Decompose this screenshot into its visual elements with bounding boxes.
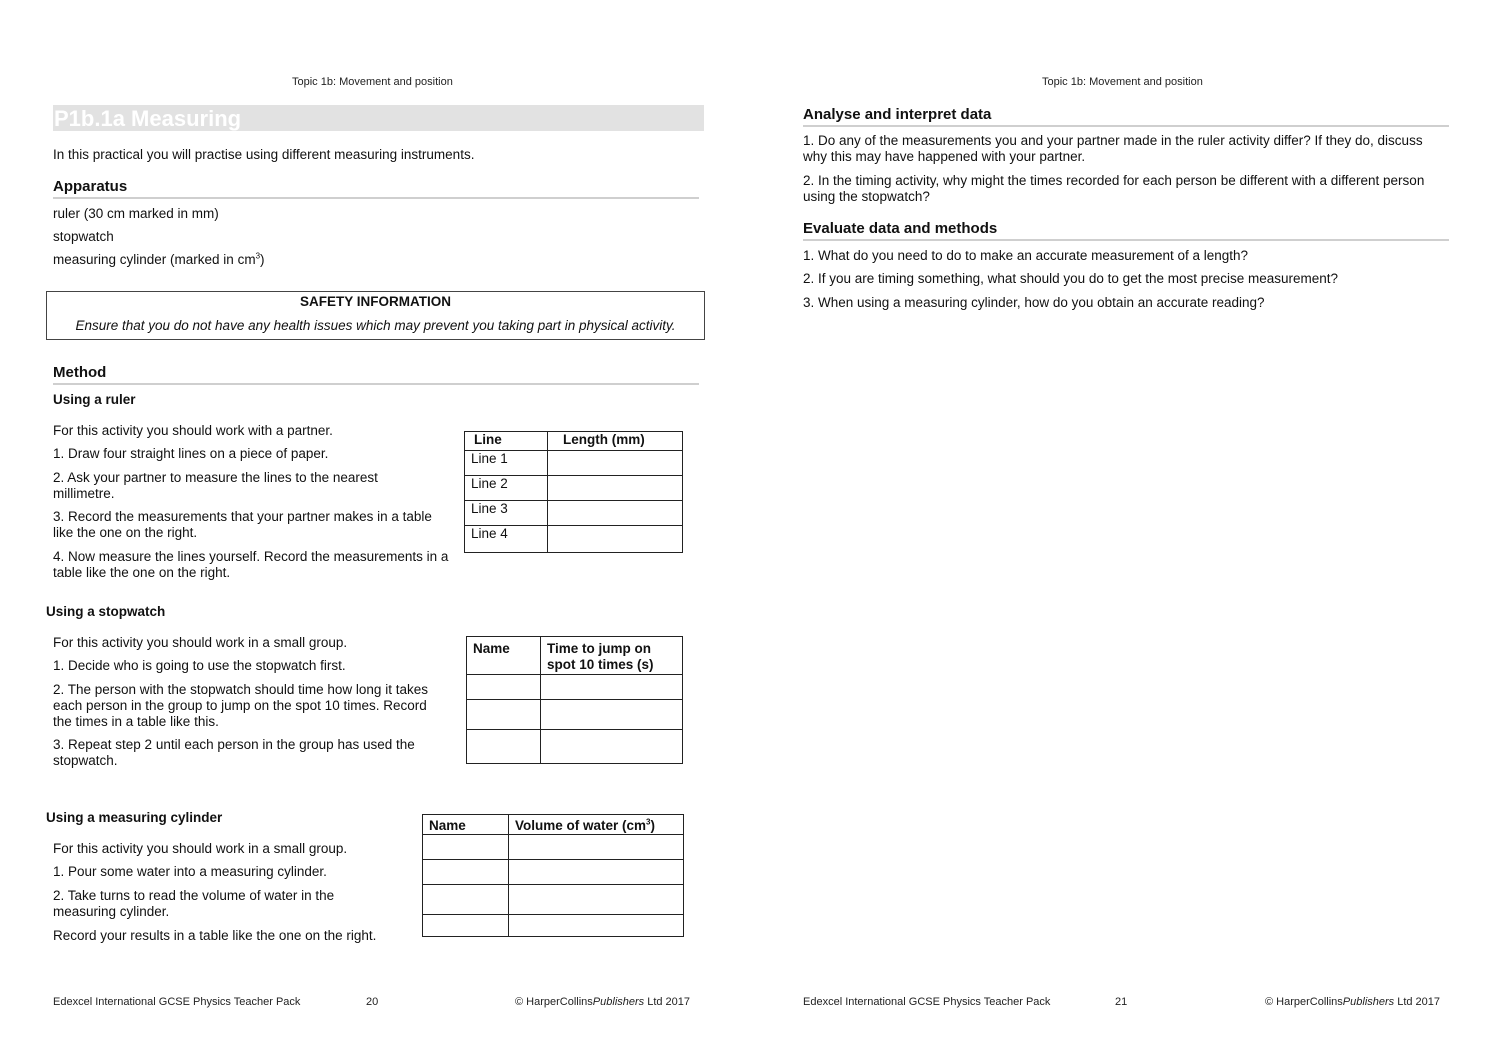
analyse-question: 2. In the timing activity, why might the times recorded for each person be different with a different person using the stopwatch? — [803, 173, 1425, 204]
analyse-question: 1. Do any of the measurements you and your partner made in the ruler activity differ? If they do, discuss why this may have happened with your partner. — [803, 133, 1423, 164]
table-cell: Line 4 — [465, 526, 548, 553]
table-cell — [548, 451, 683, 476]
stopwatch-table — [466, 636, 683, 764]
apparatus-item: measuring cylinder (marked in $cm^3$) — [53, 251, 265, 267]
method-heading: Method — [53, 364, 107, 381]
table-cell — [423, 835, 509, 860]
ruler-step: 4. Now measure the lines yourself. Record the measurements in a table like the one on the right. — [53, 549, 449, 580]
divider — [53, 383, 699, 385]
table-cell — [509, 915, 684, 937]
table-cell — [541, 675, 683, 700]
page-header: Topic 1b: Movement and position — [292, 76, 453, 88]
evaluate-question: 2. If you are timing something, what should you do to get the most precise measurement? — [803, 271, 1339, 286]
table-header: Time to jump on spot 10 times (s) — [541, 637, 683, 675]
evaluate-question: 1. What do you need to do to make an accurate measurement of a length? — [803, 248, 1249, 263]
table-cell — [423, 885, 509, 915]
stopwatch-step: For this activity you should work in a small group. — [53, 635, 348, 650]
cylinder-step: 1. Pour some water into a measuring cylinder. — [53, 864, 327, 879]
evaluate-question: 3. When using a measuring cylinder, how do you obtain an accurate reading? — [803, 295, 1265, 310]
table-cell: Line 1 — [465, 451, 548, 476]
footer-page-number: 21 — [1115, 996, 1128, 1008]
ruler-step: For this activity you should work with a partner. — [53, 423, 333, 438]
footer-copyright: © HarperCollinsPublishers Ltd 2017 — [515, 996, 691, 1008]
stopwatch-step: 2. The person with the stopwatch should time how long it takes each person in the group to jump on the spot 10 times. Record the times in a table like this. — [53, 682, 428, 729]
apparatus-item: stopwatch — [53, 229, 114, 244]
safety-text: Ensure that you do not have any health issues which may prevent you taking part in physical activity. — [75, 318, 676, 333]
ruler-step: 2. Ask your partner to measure the lines to the nearest millimetre. — [53, 470, 378, 501]
table-cell — [509, 860, 684, 885]
stopwatch-step: 1. Decide who is going to use the stopwatch first. — [53, 658, 346, 673]
divider — [53, 197, 699, 199]
analyse-heading: Analyse and interpret data — [803, 106, 992, 123]
table-cell — [423, 915, 509, 937]
table-header: Line — [465, 432, 548, 451]
table-cell — [548, 501, 683, 526]
page-title-bar — [53, 105, 704, 131]
cylinder-step: For this activity you should work in a small group. — [53, 841, 348, 856]
divider — [803, 239, 1449, 241]
ruler-table — [464, 431, 683, 553]
evaluate-heading: Evaluate data and methods — [803, 220, 998, 237]
table-header: Name — [467, 637, 541, 675]
divider — [803, 125, 1449, 127]
cylinder-heading: Using a measuring cylinder — [46, 810, 223, 825]
safety-box — [46, 291, 705, 340]
page-title: P1b.1a Measuring — [54, 106, 242, 131]
table-header: Length (mm) — [548, 432, 683, 451]
table-cell — [509, 835, 684, 860]
footer-book: Edexcel International GCSE Physics Teacher Pack — [53, 996, 301, 1008]
table-cell — [541, 700, 683, 730]
table-cell — [423, 860, 509, 885]
table-cell — [509, 885, 684, 915]
ruler-step: 3. Record the measurements that your partner makes in a table like the one on the right. — [53, 509, 432, 540]
safety-title: SAFETY INFORMATION — [300, 294, 451, 309]
table-header: Name — [423, 815, 509, 835]
cylinder-step: Record your results in a table like the one on the right. — [53, 928, 377, 943]
ruler-step: 1. Draw four straight lines on a piece of paper. — [53, 446, 329, 461]
table-cell — [548, 526, 683, 553]
footer-copyright: © HarperCollinsPublishers Ltd 2017 — [1265, 996, 1441, 1008]
apparatus-item: ruler (30 cm marked in mm) — [53, 206, 219, 221]
apparatus-heading: Apparatus — [53, 178, 128, 195]
footer-book: Edexcel International GCSE Physics Teacher Pack — [803, 996, 1051, 1008]
cylinder-step: 2. Take turns to read the volume of water in the measuring cylinder. — [53, 888, 335, 919]
table-cell — [467, 730, 541, 764]
table-cell — [541, 730, 683, 764]
table-header: Volume of water $(cm^3)$ — [509, 815, 684, 835]
stopwatch-heading: Using a stopwatch — [46, 604, 166, 619]
page-header: Topic 1b: Movement and position — [1042, 76, 1203, 88]
intro-text: In this practical you will practise using different measuring instruments. — [53, 147, 475, 162]
table-cell — [548, 476, 683, 501]
table-cell — [467, 675, 541, 700]
ruler-heading: Using a ruler — [53, 392, 136, 407]
table-cell: Line 2 — [465, 476, 548, 501]
stopwatch-step: 3. Repeat step 2 until each person in the group has used the stopwatch. — [53, 737, 415, 768]
cylinder-table — [422, 814, 684, 937]
footer-page-number: 20 — [366, 996, 379, 1008]
table-cell — [467, 700, 541, 730]
table-cell: Line 3 — [465, 501, 548, 526]
